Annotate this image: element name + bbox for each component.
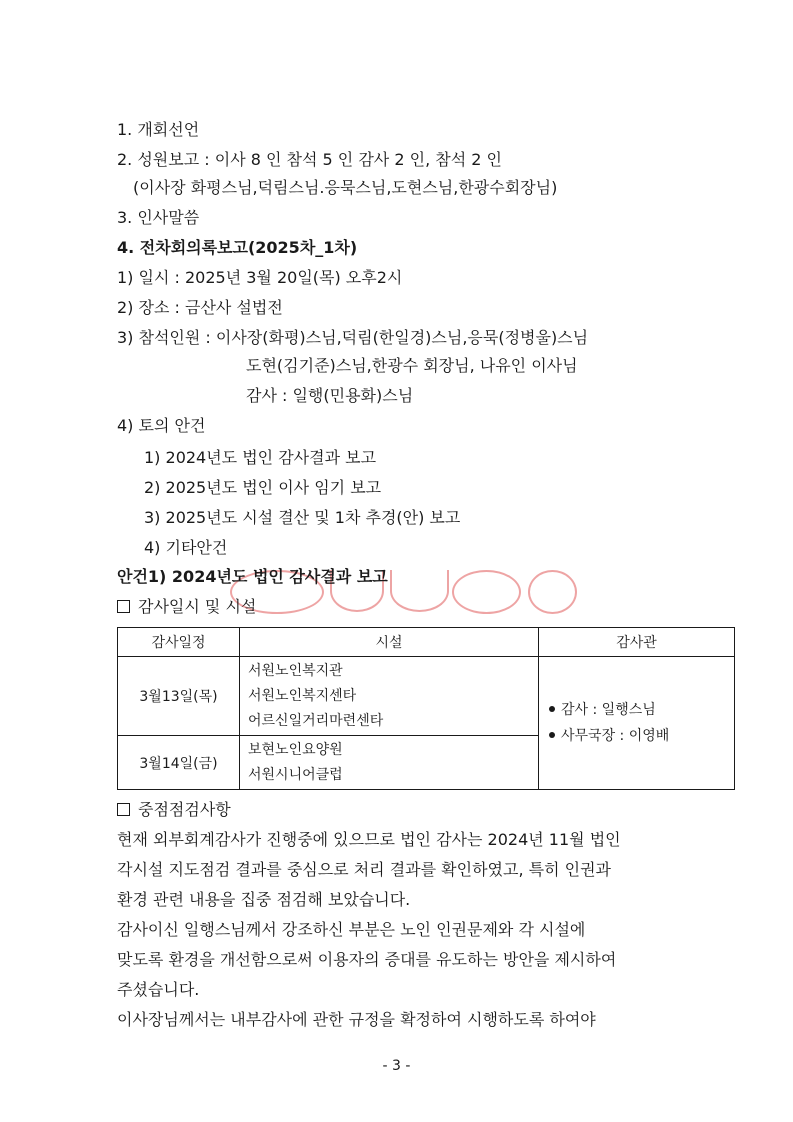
body-paragraph-line: 현재 외부회계감사가 진행중에 있으므로 법인 감사는 2024년 11월 법인 [117,830,621,849]
facility-name: 서원시니어클럽 [248,766,343,783]
auditor-text: 감사 : 일행스님 [561,702,656,718]
body-paragraph-line: 주셨습니다. [117,980,200,999]
agenda-item-2-sub: (이사장 화평스님,덕림스님.응묵스님,도현스님,한광수회장님) [133,178,558,197]
table-row [118,657,735,736]
minutes-attendees-2: 도현(김기준)스님,한광수 회장님, 나유인 이사님 [246,356,578,375]
body-paragraph-line: 환경 관련 내용을 집중 점검해 보았습니다. [117,890,411,909]
schedule-heading [117,597,256,617]
audit-schedule-table [117,627,735,790]
auditor-item [549,723,734,749]
focus-heading [117,800,231,820]
body-paragraph-line: 감사이신 일행스님께서 강조하신 부분은 노인 인권문제와 각 시설에 [117,920,586,939]
minutes-place: 2) 장소 : 금산사 설법전 [117,298,283,317]
agenda-item-4: 4. 전차회의록보고(2025차_1차) [117,238,358,257]
auditor-item [549,697,734,723]
focus-heading-text: 중점점검사항 [138,800,231,819]
checkbox-icon [117,803,130,816]
facility-list [240,657,539,736]
header-facility: 시설 [240,628,539,657]
body-paragraph-line: 각시설 지도점검 결과를 중심으로 처리 결과를 확인하였고, 특히 인권과 [117,860,611,879]
topic-item: 4) 기타안건 [144,538,228,557]
facility-name: 서원노인복지관 [248,662,343,679]
minutes-topics-title: 4) 토의 안건 [117,416,206,435]
body-paragraph-line: 맞도록 환경을 개선함으로써 이용자의 증대를 유도하는 방안을 제시하여 [117,950,617,969]
minutes-attendees-3: 감사 : 일행(민용화)스님 [246,386,414,405]
seal-stamp [452,570,521,614]
body-paragraph-line: 이사장님께서는 내부감사에 관한 규정을 확정하여 시행하도록 하여야 [117,1010,596,1029]
seal-stamp [390,570,449,612]
facility-name: 서원노인복지센타 [248,687,357,704]
agenda-item-1: 1. 개회선언 [117,120,200,139]
auditor-list [539,657,735,790]
minutes-attendees-1: 3) 참석인원 : 이사장(화평)스님,덕림(한일경)스님,응묵(정병울)스님 [117,328,589,347]
agenda-item-2: 2. 성원보고 : 이사 8 인 참석 5 인 감사 2 인, 참석 2 인 [117,150,502,169]
section-title: 안건1) 2024년도 법인 감사결과 보고 [117,567,388,586]
seal-stamp [528,570,577,614]
checkbox-icon [117,600,130,613]
schedule-date: 3월13일(목) [118,657,240,736]
topic-item: 2) 2025년도 법인 이사 임기 보고 [144,478,382,497]
auditor-text: 사무국장 : 이영배 [561,728,670,744]
header-auditor: 감사관 [539,628,735,657]
agenda-item-3: 3. 인사말씀 [117,208,200,227]
minutes-datetime: 1) 일시 : 2025년 3월 20일(목) 오후2시 [117,268,403,287]
bullet-icon [549,706,555,712]
facility-name: 어르신일거리마련센타 [248,712,384,729]
topic-item: 3) 2025년도 시설 결산 및 1차 추경(안) 보고 [144,508,461,527]
table-header-row [118,628,735,657]
schedule-date: 3월14일(금) [118,736,240,790]
header-schedule: 감사일정 [118,628,240,657]
page-number: - 3 - [382,1058,411,1074]
schedule-heading-text: 감사일시 및 시설 [138,597,257,616]
facility-list [240,736,539,790]
facility-name: 보현노인요양원 [248,741,343,758]
bullet-icon [549,732,555,738]
topic-item: 1) 2024년도 법인 감사결과 보고 [144,448,377,467]
